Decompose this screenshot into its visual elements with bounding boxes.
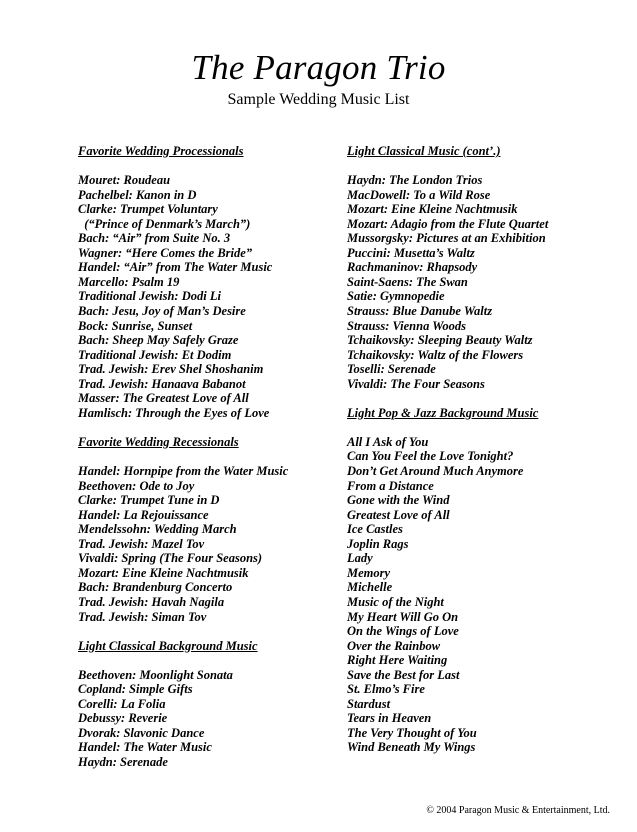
list-item: Joplin Rags <box>347 536 409 551</box>
list-item: Mendelssohn: Wedding March <box>78 522 237 537</box>
list-item: Mozart: Eine Kleine Nachtmusik <box>78 565 249 580</box>
list-item: Memory <box>347 565 391 580</box>
list-item: Strauss: Blue Danube Waltz <box>347 304 493 319</box>
list-item: Haydn: Serenade <box>78 754 168 769</box>
list-item: Haydn: The London Trios <box>347 173 483 188</box>
list-item: Puccini: Musetta’s Waltz <box>347 245 475 260</box>
left-column <box>78 144 340 770</box>
list-item: Handel: La Rejouissance <box>78 507 209 522</box>
list-item: Saint-Saens: The Swan <box>347 274 468 289</box>
list-item: Save the Best for Last <box>347 667 460 682</box>
list-item: Bock: Sunrise, Sunset <box>78 318 193 333</box>
list-item: Ice Castles <box>347 522 403 537</box>
list-item: Toselli: Serenade <box>347 362 436 377</box>
list-item: Clarke: Trumpet Voluntary <box>78 202 218 217</box>
list-item: Hamlisch: Through the Eyes of Love <box>78 405 270 420</box>
list-item: Trad. Jewish: Havah Nagila <box>78 594 225 609</box>
list-item: Michelle <box>347 580 393 595</box>
page-subtitle: Sample Wedding Music List <box>227 91 410 108</box>
list-item: Bach: Jesu, Joy of Man’s Desire <box>78 304 246 319</box>
music-list <box>78 668 340 770</box>
music-list <box>347 435 617 755</box>
right-column <box>347 144 617 755</box>
list-item: Right Here Waiting <box>347 653 448 668</box>
list-item: Lady <box>347 551 373 566</box>
list-item: Tchaikovsky: Sleeping Beauty Waltz <box>347 333 533 348</box>
list-item: Music of the Night <box>347 594 444 609</box>
list-item: Gone with the Wind <box>347 493 450 508</box>
section-favorite-wedding-recessionals <box>78 435 340 624</box>
music-list <box>78 464 340 624</box>
list-item: Bach: Sheep May Safely Graze <box>78 333 239 348</box>
list-item: Handel: The Water Music <box>78 740 212 755</box>
list-item: Tchaikovsky: Waltz of the Flowers <box>347 347 524 362</box>
section-light-pop-jazz-background-music <box>347 406 617 755</box>
list-item: Clarke: Trumpet Tune in D <box>78 493 220 508</box>
list-item: All I Ask of You <box>347 434 429 449</box>
list-item: Don’t Get Around Much Anymore <box>347 464 524 479</box>
list-item: Bach: Brandenburg Concerto <box>78 580 233 595</box>
list-item: Marcello: Psalm 19 <box>78 274 180 289</box>
list-item: Vivaldi: The Four Seasons <box>347 376 485 391</box>
list-item: Rachmaninov: Rhapsody <box>347 260 478 275</box>
list-item: Trad. Jewish: Siman Tov <box>78 609 207 624</box>
list-item: Handel: Hornpipe from the Water Music <box>78 464 289 479</box>
list-item: MacDowell: To a Wild Rose <box>347 187 491 202</box>
list-item: From a Distance <box>347 478 434 493</box>
list-item: Strauss: Vienna Woods <box>347 318 467 333</box>
list-item: Mozart: Adagio from the Flute Quartet <box>347 216 549 231</box>
section-heading: Light Classical Background Music <box>78 638 258 653</box>
list-item: St. Elmo’s Fire <box>347 682 425 697</box>
list-item: Over the Rainbow <box>347 638 441 653</box>
list-item: Wind Beneath My Wings <box>347 740 476 755</box>
section-heading: Light Classical Music (cont’.) <box>347 144 501 158</box>
list-item: Mussorgsky: Pictures at an Exhibition <box>347 231 546 246</box>
section-light-classical-music-cont <box>347 144 617 391</box>
list-item: The Very Thought of You <box>347 725 477 740</box>
list-item: Dvorak: Slavonic Dance <box>78 725 205 740</box>
page-title: The Paragon Trio <box>191 48 446 87</box>
section-heading: Favorite Wedding Recessionals <box>78 434 239 449</box>
list-item: Satie: Gymnopedie <box>347 289 445 304</box>
list-item: Tears in Heaven <box>347 711 432 726</box>
list-item: Masser: The Greatest Love of All <box>78 391 249 406</box>
section-favorite-wedding-processionals <box>78 144 340 420</box>
list-item: My Heart Will Go On <box>347 609 459 624</box>
list-item: On the Wings of Love <box>347 624 459 639</box>
section-light-classical-background-music <box>78 639 340 770</box>
list-item: Stardust <box>347 696 391 711</box>
list-item: Handel: “Air” from The Water Music <box>78 260 273 275</box>
list-item: Corelli: La Folia <box>78 696 166 711</box>
list-item: Debussy: Reverie <box>78 711 168 726</box>
list-item: Trad. Jewish: Erev Shel Shoshanim <box>78 362 264 377</box>
list-item: Beethoven: Ode to Joy <box>78 478 195 493</box>
list-item: Trad. Jewish: Hanaava Babanot <box>78 376 246 391</box>
list-item: Copland: Simple Gifts <box>78 682 193 697</box>
list-item: Pachelbel: Kanon in D <box>78 187 197 202</box>
list-item: Wagner: “Here Comes the Bride” <box>78 245 253 260</box>
list-item: Mozart: Eine Kleine Nachtmusik <box>347 202 518 217</box>
copyright-footer: © 2004 Paragon Music & Entertainment, Ltd. <box>426 805 610 816</box>
music-list <box>347 173 617 391</box>
list-item: Mouret: Roudeau <box>78 173 171 188</box>
list-item: Beethoven: Moonlight Sonata <box>78 667 233 682</box>
list-item: (“Prince of Denmark’s March”) <box>78 216 251 231</box>
section-heading: Light Pop & Jazz Background Music <box>347 405 539 420</box>
list-item: Vivaldi: Spring (The Four Seasons) <box>78 551 263 566</box>
section-heading: Favorite Wedding Processionals <box>78 144 244 158</box>
list-item: Bach: “Air” from Suite No. 3 <box>78 231 231 246</box>
list-item: Trad. Jewish: Mazel Tov <box>78 536 205 551</box>
music-list <box>78 173 340 420</box>
list-item: Traditional Jewish: Dodi Li <box>78 289 221 304</box>
list-item: Traditional Jewish: Et Dodim <box>78 347 232 362</box>
list-item: Can You Feel the Love Tonight? <box>347 449 514 464</box>
list-item: Greatest Love of All <box>347 507 450 522</box>
